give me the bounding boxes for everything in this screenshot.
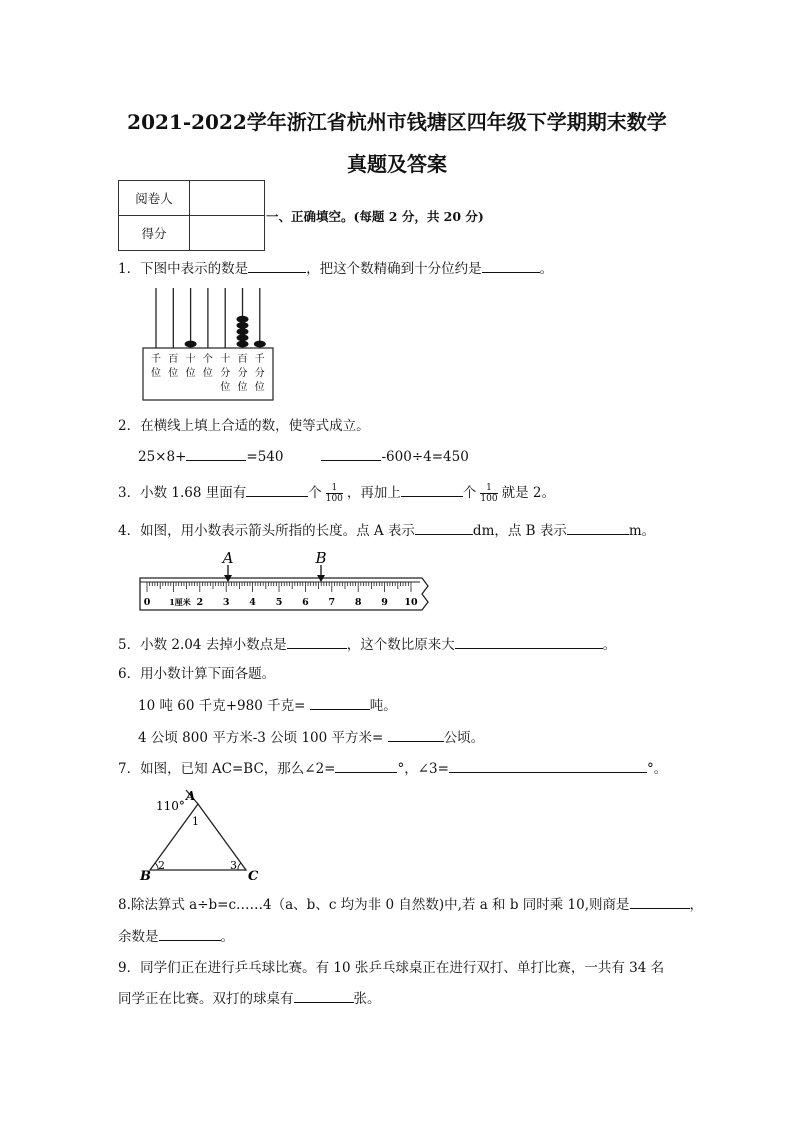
ruler-number: 8 [354,597,362,608]
vertex-a-label: A [186,789,196,803]
abacus-bead [237,316,249,323]
q8-blank-1[interactable] [630,894,690,909]
q3-text-e: 就是 2。 [501,485,555,501]
abacus-place-label: 千位 [151,354,161,379]
abacus-place-label: 百分位 [237,354,248,393]
q1-blank-2[interactable] [482,258,540,273]
question-4 [118,520,655,541]
abacus-bead [237,322,249,329]
q8-text-b: ， [689,897,704,913]
abacus-place-label: 百位 [168,354,179,379]
q1-blank-1[interactable] [248,258,306,273]
q5-blank-2[interactable] [455,634,603,649]
abacus-place-label: 千分位 [254,354,265,393]
question-8-line-2 [118,926,234,947]
q4-text-c: m。 [628,523,656,539]
q6-blank-2[interactable] [388,727,444,742]
q7-blank-1[interactable] [335,758,397,773]
question-5 [118,634,616,655]
vertex-c-label: C [248,869,259,884]
abacus-bead [237,334,249,341]
ruler-number: 5 [275,597,283,608]
question-9-line-1: 9．同学们正在进行乒乓球比赛。有 10 张乒乓球桌正在进行双打、单打比赛，一共有 34 名 [118,960,665,976]
q3-text-c: ，再加上 [346,485,401,501]
q5-text-b: ，这个数比原来大 [346,637,455,653]
q4-text-a: 4．如图，用小数表示箭头所指的长度。点 A 表示 [118,523,415,539]
section-heading: 一、正确填空。(每题 2 分，共 20 分) [266,209,484,224]
question-6-line-1 [138,695,397,716]
reviewer-label: 阅卷人 [119,181,190,216]
question-9-line-2 [118,988,381,1009]
vertex-b-label: B [140,869,151,884]
q1-text-b: ，把这个数精确到十分位约是 [306,261,482,277]
angle-3-label: 3 [230,859,237,872]
q5-text-a: 5．小数 2.04 去掉小数点是 [118,637,287,653]
q3-fraction-2 [480,483,497,504]
abacus-bead [237,341,249,348]
q3-frac2-num: 1 [480,483,497,494]
q7-text-c: °。 [646,761,668,777]
q3-text-b: 个 [308,485,322,501]
question-3 [118,482,555,504]
ruler-number: 0 [143,597,151,608]
ruler-number: 6 [302,597,309,608]
abacus-place-label: 个位 [202,354,213,379]
abacus-bead [185,341,197,348]
question-6-line-2 [138,727,484,748]
question-2-equations [138,446,469,467]
q8-blank-2[interactable] [159,926,221,941]
ruler-number: 2 [196,597,204,608]
score-table [118,180,265,251]
q3-frac1-num: 1 [326,483,343,494]
angle-3-arc [238,863,241,870]
question-6-text: 6．用小数计算下面各题。 [118,666,276,682]
q3-blank-1[interactable] [246,482,308,497]
question-7 [118,758,667,779]
ruler-number: 7 [328,597,336,608]
q7-text-a: 7．如图，已知 AC=BC，那么∠2= [118,761,336,777]
q5-text-c: 。 [602,637,617,653]
abacus-place-label: 十分位 [220,354,231,393]
q6-l1-text-b: 吨。 [369,698,397,714]
abacus-bead [254,341,266,348]
angle-110-label: 110° [156,799,185,813]
q3-text-a: 3．小数 1.68 里面有 [118,485,247,501]
q6-l1-text-a: 10 吨 60 千克+980 千克= [138,698,306,714]
q6-l2-text-a: 4 公顷 800 平方米-3 公顷 100 平方米= [138,730,384,746]
abacus-place-label: 十位 [185,354,196,379]
q6-l2-text-b: 公顷。 [443,730,485,746]
score-label: 得分 [119,216,190,251]
ruler-number: 4 [249,597,256,608]
q2-eq1-text-b: =540 [246,449,284,465]
ruler-unit-label: 1厘米 [169,597,191,607]
ruler-number: 10 [404,597,418,608]
q8-text-a: 8.除法算式 a÷b=c……4（a、b、c 均为非 0 自然数)中,若 a 和 b 同时乘 10,则商是 [118,897,630,913]
q9-text-c: 张。 [353,991,381,1007]
question-1 [118,258,553,279]
q3-fraction-1 [326,483,343,504]
ruler-figure [136,548,432,618]
angle-1-label: 1 [192,815,199,828]
point-b-label: B [315,549,327,567]
q3-frac1-den: 100 [325,494,343,504]
q5-blank-1[interactable] [287,634,347,649]
q9-text-b: 同学正在比赛。双打的球桌有 [118,991,294,1007]
q7-text-b: °，∠3= [397,761,449,777]
q8-text-d: 。 [220,929,234,945]
triangle-figure [138,784,268,884]
q3-text-d: 个 [462,485,477,501]
angle-2-label: 2 [158,859,165,872]
q3-frac2-den: 100 [480,494,498,504]
q9-blank[interactable] [294,988,354,1003]
q2-eq1-text-a: 25×8+ [138,449,187,465]
q2-blank-1[interactable] [186,446,246,461]
reviewer-cell [190,181,265,216]
page-title-line2: 真题及答案 [347,152,447,176]
q1-text-c: 。 [539,261,554,277]
abacus-figure [140,284,280,404]
q3-blank-2[interactable] [401,482,463,497]
q6-blank-1[interactable] [310,695,370,710]
q4-blank-1[interactable] [415,520,473,535]
page-title-line1: 2021-2022学年浙江省杭州市钱塘区四年级下学期期末数学 [127,110,667,134]
abacus-bead [237,328,249,335]
q1-text-a: 1．下图中表示的数是 [118,261,249,277]
q7-blank-2[interactable] [449,758,647,773]
q2-blank-2[interactable] [321,446,381,461]
point-a-label: A [222,549,234,567]
ruler-number: 9 [381,597,388,608]
q8-text-c: 余数是 [118,929,159,945]
q4-text-b: dm，点 B 表示 [472,523,567,539]
q2-eq2-text: -600÷4=450 [381,449,469,465]
ruler-number: 3 [222,597,230,608]
question-2-text: 2．在横线上填上合适的数，使等式成立。 [118,418,370,434]
score-cell [190,216,265,251]
question-8-line-1 [118,894,703,915]
q4-blank-2[interactable] [567,520,629,535]
